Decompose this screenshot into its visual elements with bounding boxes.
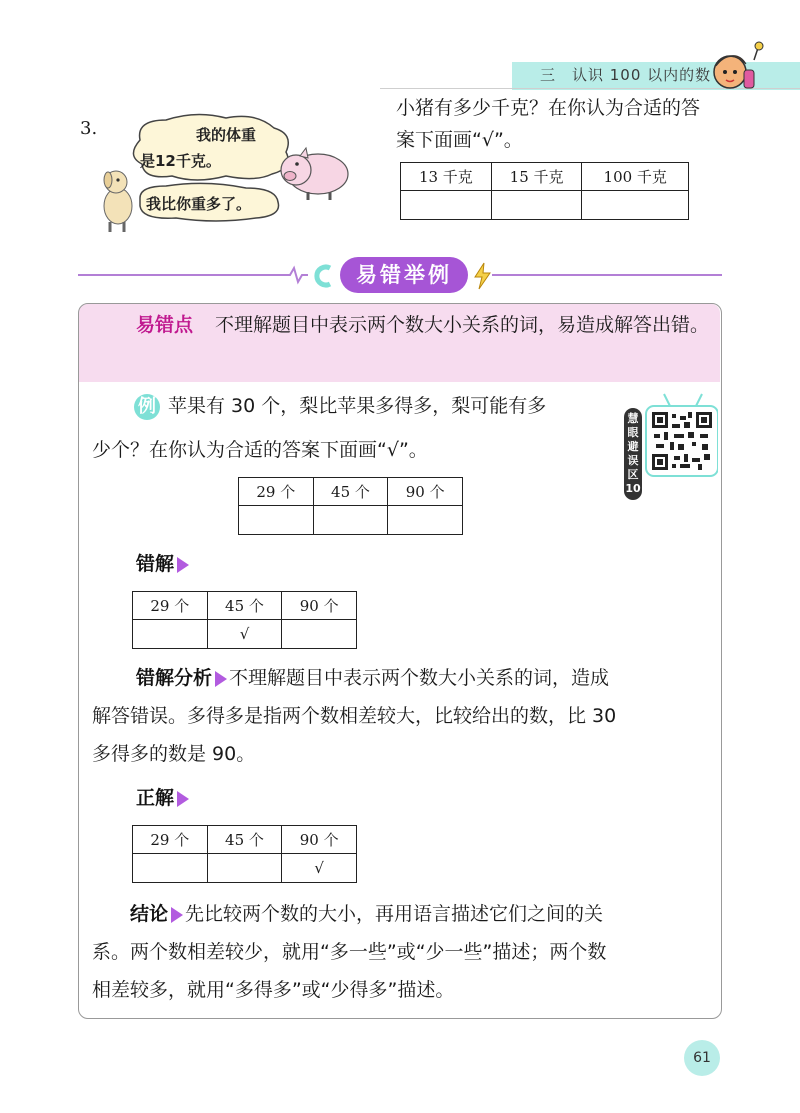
- example-line-2: 少个？在你认为合适的答案下面画“√”。: [92, 439, 428, 461]
- analysis-text-1: 不理解题目中表示两个数大小关系的词，造成: [229, 667, 610, 689]
- answer-cell[interactable]: [401, 191, 492, 220]
- dog-icon: [104, 171, 132, 232]
- example-answer-table: [238, 477, 463, 535]
- qr-caption-char: 避: [627, 440, 639, 453]
- answer-cell: [282, 620, 357, 649]
- correct-solution-label: 正解: [136, 787, 175, 809]
- answer-cell[interactable]: [491, 191, 582, 220]
- example-line-1: [134, 387, 634, 425]
- conclusion-label: 结论: [130, 903, 169, 925]
- analysis-line-2: 解答错误。多得多是指两个数相差较大，比较给出的数，比 30: [92, 705, 617, 727]
- answer-cell: [207, 854, 282, 883]
- pig-icon: [281, 148, 348, 200]
- arrow-icon: [171, 907, 183, 923]
- analysis-line-3: 多得多的数是 90。: [92, 743, 256, 765]
- wrong-solution-label: 错解: [136, 553, 175, 575]
- answer-cell[interactable]: [313, 506, 388, 535]
- table-header-cell: 15 千克: [491, 163, 582, 191]
- analysis-line-1: [92, 659, 720, 697]
- table-header-cell: 100 千克: [582, 163, 689, 191]
- conclusion-line-3: 相差较多，就用“多得多”或“少得多”描述。: [92, 979, 455, 1001]
- answer-cell: [133, 620, 208, 649]
- check-mark-cell: √: [207, 620, 282, 649]
- section-title-banner: 易错举例: [340, 257, 468, 293]
- conclusion-text-1: 先比较两个数的大小，再用语言描述它们之间的关: [185, 903, 604, 925]
- answer-cell: [133, 854, 208, 883]
- example-text-line-1: 苹果有 30 个，梨比苹果多得多，梨可能有多: [168, 395, 547, 417]
- conclusion-line-1: [92, 895, 720, 933]
- answer-cell[interactable]: [582, 191, 689, 220]
- question3-prompt: 小猪有多少千克？在你认为合适的答案下面画“√”。: [396, 97, 701, 151]
- wrong-solution-table: [132, 591, 357, 649]
- table-header-cell: 90 个: [282, 826, 357, 854]
- arrow-icon: [177, 791, 189, 807]
- wrong-solution-heading: [136, 545, 191, 583]
- arrow-icon: [177, 557, 189, 573]
- qr-caption: [624, 408, 642, 500]
- banner-line-left: [78, 274, 283, 276]
- correct-solution-heading: [136, 779, 191, 817]
- banner-line-right: [492, 274, 722, 276]
- chapter-title: 三 认识 100 以内的数: [540, 66, 712, 84]
- qr-caption-char: 区: [627, 468, 639, 481]
- table-header-cell: 45 个: [207, 592, 282, 620]
- question-number: 3.: [80, 118, 98, 139]
- heartbeat-icon: [282, 262, 342, 290]
- table-header-cell: 29 个: [239, 478, 314, 506]
- dog-speech-line-1: 我的体重: [196, 126, 257, 144]
- dog-speech-bubble: [140, 122, 290, 174]
- lightning-icon: [472, 262, 492, 290]
- table-header-cell: 45 个: [207, 826, 282, 854]
- conclusion-line-2: 系。两个数相差较少，就用“多一些”或“少一些”描述；两个数: [92, 941, 607, 963]
- mascot-illustration: [700, 40, 770, 98]
- correct-solution-table: [132, 825, 357, 883]
- analysis-paragraph: [92, 659, 720, 773]
- table-header-cell: 90 个: [282, 592, 357, 620]
- example-badge: 例: [134, 394, 160, 420]
- error-point-text: 不理解题目中表示两个数大小关系的词，易造成解答出错。: [215, 314, 710, 336]
- table-header-cell: 13 千克: [401, 163, 492, 191]
- question3-answer-table: [400, 162, 689, 220]
- page-number: 61: [684, 1040, 720, 1076]
- conclusion-paragraph: [92, 895, 720, 1009]
- dog-speech-line-2: 是12千克。: [140, 152, 221, 170]
- pig-speech-bubble: 我比你重多了。: [146, 195, 252, 213]
- qr-caption-char: 慧: [627, 412, 639, 425]
- qr-caption-char: 误: [627, 454, 639, 467]
- table-header-cell: 29 个: [133, 826, 208, 854]
- check-mark-cell: √: [282, 854, 357, 883]
- analysis-label: 错解分析: [136, 667, 213, 689]
- arrow-icon: [215, 671, 227, 687]
- answer-cell[interactable]: [388, 506, 463, 535]
- table-header-cell: 29 个: [133, 592, 208, 620]
- error-point-label: 易错点: [136, 314, 194, 336]
- qr-caption-char: 眼: [627, 426, 639, 439]
- table-header-cell: 45 个: [313, 478, 388, 506]
- table-header-cell: 90 个: [388, 478, 463, 506]
- answer-cell[interactable]: [239, 506, 314, 535]
- qr-caption-char: 10: [625, 482, 641, 495]
- error-point-paragraph: [92, 306, 712, 344]
